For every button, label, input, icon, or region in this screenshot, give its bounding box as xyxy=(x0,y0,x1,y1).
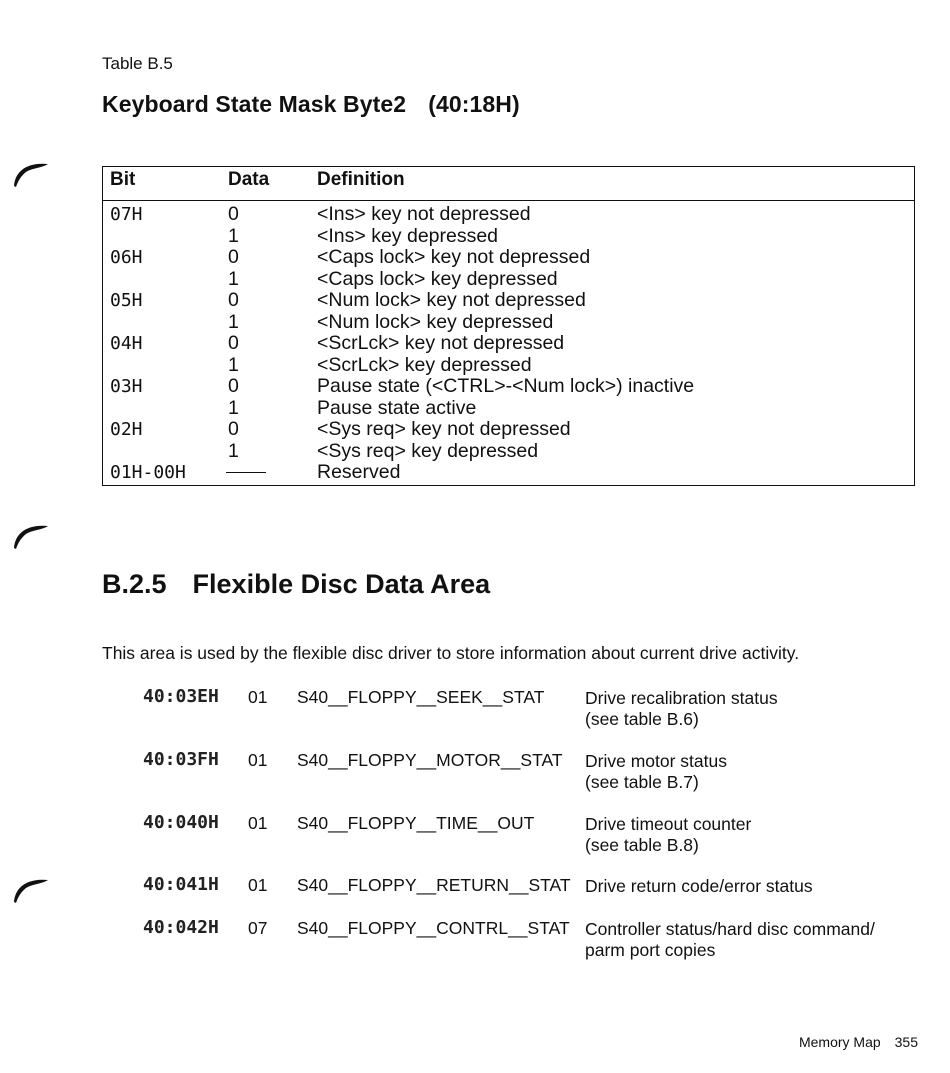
reserved-dash xyxy=(228,461,266,484)
entry-length: 01 xyxy=(248,750,268,770)
row-data: 1 xyxy=(228,267,239,290)
page-number: 355 xyxy=(894,1034,918,1050)
table-row xyxy=(103,268,914,290)
row-bit: 02H xyxy=(110,419,143,440)
section-number: B.2.5 xyxy=(102,569,167,599)
entry-name: S40__FLOPPY__TIME__OUT xyxy=(297,813,535,833)
entry-address: 40:040H xyxy=(143,812,219,833)
binder-hole-mark-icon xyxy=(12,158,50,188)
row-data: 0 xyxy=(228,418,239,440)
entry-description-line2: parm port copies xyxy=(585,940,716,960)
entry-length: 01 xyxy=(248,813,268,833)
table-row xyxy=(103,461,914,483)
row-data: 0 xyxy=(228,375,239,397)
row-data: 0 xyxy=(228,289,239,311)
entry-description xyxy=(585,876,813,897)
entry-description-line1: Controller status/hard disc command/ xyxy=(585,919,875,939)
table-title-address: (40:18H) xyxy=(428,91,520,117)
entry-description-line1: Drive recalibration status xyxy=(585,688,778,708)
binder-hole-mark-icon xyxy=(12,520,50,550)
entry-address: 40:041H xyxy=(143,874,219,895)
table-title-text: Keyboard State Mask Byte2 xyxy=(102,91,407,117)
entry-description-line1: Drive motor status xyxy=(585,751,727,771)
row-data: 1 xyxy=(228,224,239,247)
row-data: 0 xyxy=(228,332,239,354)
row-definition: <Caps lock> key depressed xyxy=(317,267,558,290)
table-row xyxy=(103,246,914,268)
row-definition: Pause state active xyxy=(317,396,477,419)
row-definition: <Num lock> key not depressed xyxy=(317,289,586,311)
table-row xyxy=(103,203,914,225)
entry-name: S40__FLOPPY__CONTRL__STAT xyxy=(297,918,570,938)
table-row xyxy=(103,440,914,462)
table-row xyxy=(103,225,914,247)
keyboard-state-table xyxy=(102,166,915,486)
row-definition: <Ins> key not depressed xyxy=(317,203,531,225)
section-intro: This area is used by the flexible disc driver to store information about current drive activity. xyxy=(102,643,800,663)
entry-description-line2: (see table B.8) xyxy=(585,835,699,855)
entry-description-line2: (see table B.6) xyxy=(585,709,699,729)
table-row xyxy=(103,397,914,419)
row-definition: <ScrLck> key depressed xyxy=(317,353,532,376)
entry-description xyxy=(585,751,727,793)
table-body xyxy=(103,201,914,483)
entry-address: 40:042H xyxy=(143,917,219,938)
section-heading xyxy=(102,569,490,600)
row-data: 0 xyxy=(228,246,239,268)
header-data: Data xyxy=(228,169,270,190)
entry-name: S40__FLOPPY__RETURN__STAT xyxy=(297,875,571,895)
table-header xyxy=(103,167,914,201)
table-row xyxy=(103,332,914,354)
table-row xyxy=(103,354,914,376)
table-caption: Table B.5 xyxy=(102,54,173,73)
entry-name: S40__FLOPPY__MOTOR__STAT xyxy=(297,750,563,770)
row-data: 1 xyxy=(228,439,239,462)
row-data: 0 xyxy=(228,203,239,225)
entry-address: 40:03FH xyxy=(143,749,219,770)
row-definition: Pause state (<CTRL>-<Num lock>) inactive xyxy=(317,375,695,397)
entry-description xyxy=(585,919,875,961)
table-row xyxy=(103,311,914,333)
section-title: Flexible Disc Data Area xyxy=(192,569,491,599)
entry-description xyxy=(585,688,778,730)
entry-length: 07 xyxy=(248,918,268,938)
table-title xyxy=(102,91,520,118)
row-definition: <Caps lock> key not depressed xyxy=(317,246,591,268)
entry-length: 01 xyxy=(248,875,268,895)
footer-section-name: Memory Map xyxy=(798,1034,881,1050)
row-data: 1 xyxy=(228,310,239,333)
row-bit: 07H xyxy=(110,204,143,225)
row-bit: 06H xyxy=(110,247,143,268)
entry-name: S40__FLOPPY__SEEK__STAT xyxy=(297,687,545,707)
row-definition: <Sys req> key depressed xyxy=(317,439,539,462)
row-definition: <Num lock> key depressed xyxy=(317,310,554,333)
entry-description xyxy=(585,814,751,856)
row-definition: <Ins> key depressed xyxy=(317,224,499,247)
entry-address: 40:03EH xyxy=(143,686,219,707)
entry-description-line2: (see table B.7) xyxy=(585,772,699,792)
entry-length: 01 xyxy=(248,687,268,707)
row-bit: 05H xyxy=(110,290,143,311)
page-footer xyxy=(799,1034,918,1050)
row-data: 1 xyxy=(228,353,239,376)
row-bit: 03H xyxy=(110,376,143,397)
row-bit: 01H-00H xyxy=(110,462,186,483)
entry-description-line1: Drive timeout counter xyxy=(585,814,752,834)
row-data: 1 xyxy=(228,396,239,419)
table-row xyxy=(103,289,914,311)
binder-hole-mark-icon xyxy=(12,874,50,904)
row-bit: 04H xyxy=(110,333,143,354)
header-bit: Bit xyxy=(110,169,136,190)
row-definition: <Sys req> key not depressed xyxy=(317,418,571,440)
table-row xyxy=(103,418,914,440)
row-definition: <ScrLck> key not depressed xyxy=(317,332,565,354)
table-row xyxy=(103,375,914,397)
entry-description-line1: Drive return code/error status xyxy=(585,876,813,896)
row-definition: Reserved xyxy=(317,461,401,483)
header-definition: Definition xyxy=(317,169,405,190)
